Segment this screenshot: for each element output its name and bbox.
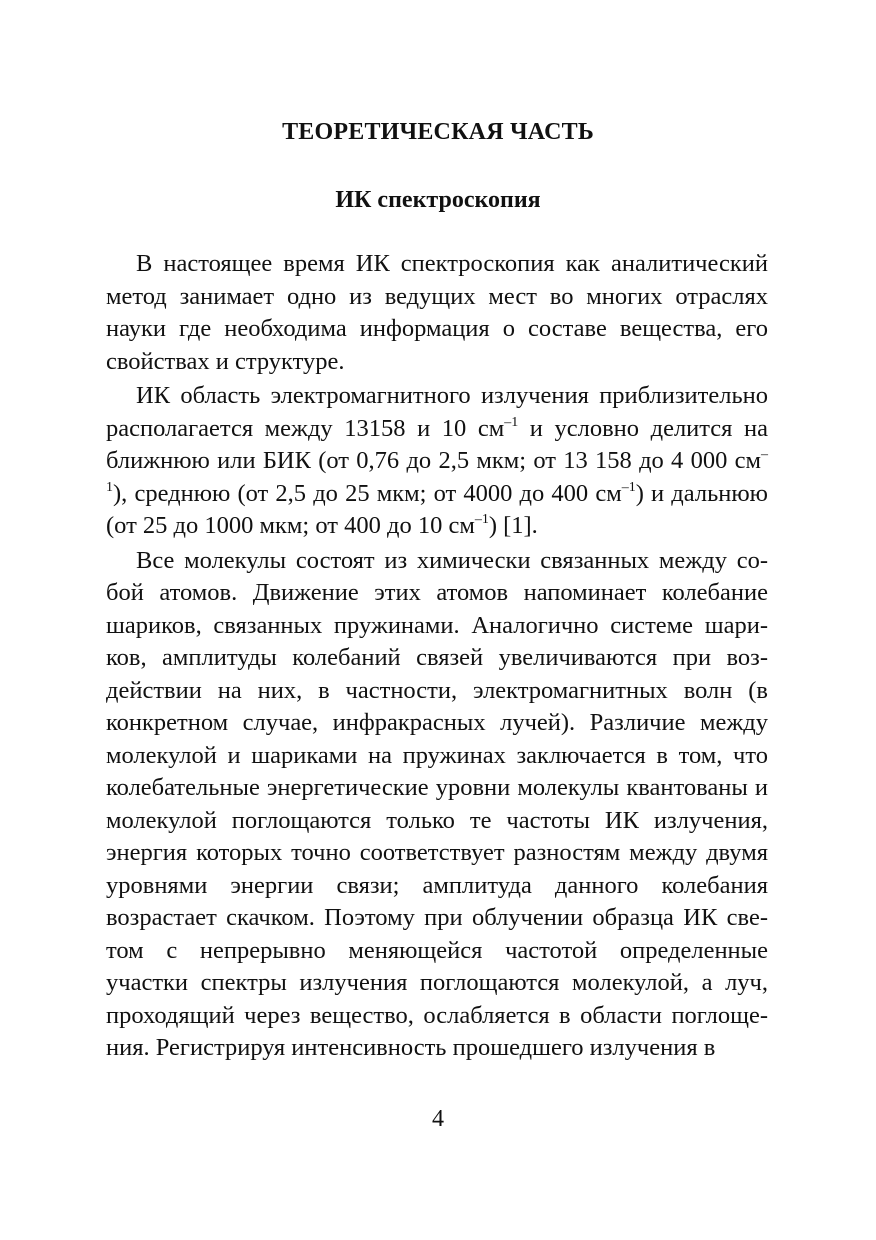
superscript-minus-one: –1 [504,414,519,430]
paragraph-molecules: Все молекулы состоят из химически связанных между собой атомов. Движение этих атомов напоминает колебание шариков, связанных пружинами. Аналогично системе шариков, амплитуды колебаний связей увеличиваются при воздействии на них, в частности, электромагнитных волн (в конкретном случае, инфракрасных лучей). Различие между молекулой и шариками на пружинах заключается в том, что колебательные энергетические уровни молекулы квантованы и молекулой поглощаются только те частоты ИК излучения, энергия которых точно соответствует разностям между двумя уровнями энергии связи; амплитуда данного колебания возрастает скачком. Поэтому при облучении образца ИК светом с непрерывно меняющейся частотой определенные участки спектры излучения поглощаются молекулой, а луч, проходящий через вещество, ослабляется в области поглощения. Регистрируя интенсивность прошедшего излучения в [106,546,768,1061]
ir-range-text-3: ), среднюю (от 2,5 до 25 мкм; от 4000 до 400 см [113,479,622,507]
subsection-title: ИК спектроскопия [335,187,541,213]
ir-range-text-2: и условно делится на ближнюю или БИК (от 0,76 до 2,5 мкм; от 13 158 до 4 000 см [106,414,768,474]
paragraph-intro: В настоящее время ИК спектроскопия как аналитический метод занимает одно из ведущих мест во многих отраслях науки где необходима информация о составе вещества, его свойствах и структуре. [106,250,768,375]
ir-range-text-5: ) [1]. [488,512,538,539]
section-title: ТЕОРЕТИЧЕСКАЯ ЧАСТЬ [282,119,594,145]
ir-range-text-1: ИК область электромагнитного излучения приблизительно располагается между 13158 и 10 см [106,382,768,442]
paragraph-ir-range [106,380,768,543]
superscript-minus-one: –1 [474,512,489,527]
body-text [106,248,768,1065]
ir-range-text-4: ) и дальнюю (от 25 до 1000 мкм; от 400 до 10 см [106,479,768,539]
superscript-minus-one: –1 [621,479,636,495]
superscript-minus-one: –1 [106,447,768,495]
page-number: 4 [432,1106,444,1132]
